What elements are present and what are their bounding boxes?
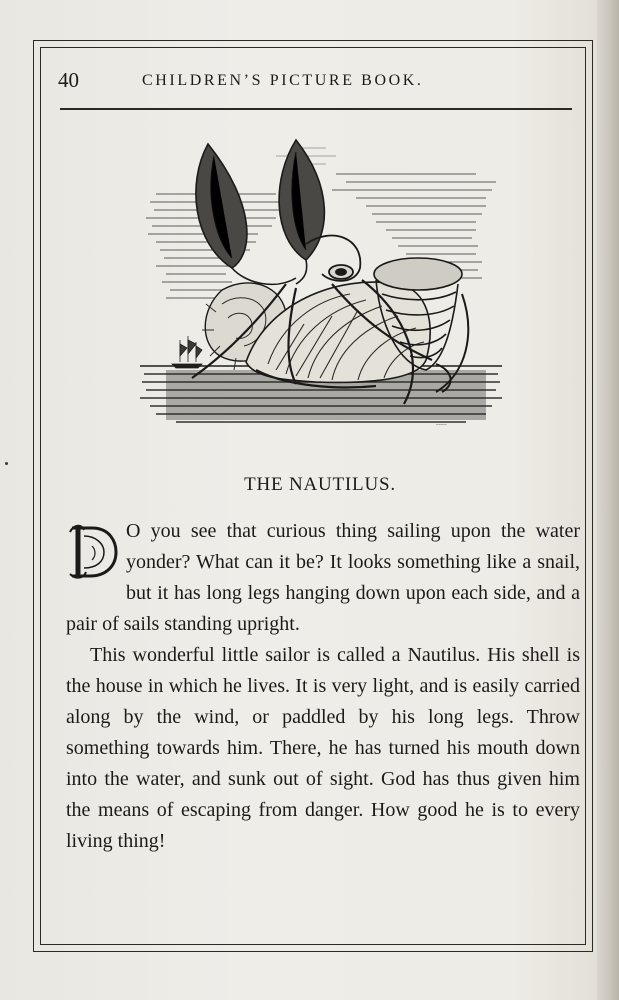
paper-speck [5, 462, 8, 465]
header-rule [60, 108, 572, 110]
svg-text:~~~~: ~~~~ [436, 423, 447, 428]
paragraph-2: This wonderful little sailor is called a Nautilus. His shell is the house in which he lives. It is very light, and is easily carried along by the wind, or paddled by his long legs. Throw something towards him. There, he has turned his mouth down into the water, and sunk out of sight. God has thus given him the means of escaping from danger. How good he is to every living thing! [66, 644, 580, 852]
page-gutter [597, 0, 619, 1000]
nautilus-engraving-icon [136, 134, 506, 444]
body-text [66, 516, 580, 857]
running-title: CHILDREN’S PICTURE BOOK. [142, 72, 424, 89]
paragraph-1: O you see that curious thing sailing upon the water yonder? What can it be? It looks something like a snail, but it has long legs hanging down upon each side, and a pair of sails standing upright. [66, 520, 580, 635]
running-header [56, 66, 576, 96]
page-number: 40 [58, 68, 79, 92]
ornamental-drop-cap-icon [66, 522, 118, 580]
plate-title: THE NAUTILUS. [244, 474, 396, 495]
